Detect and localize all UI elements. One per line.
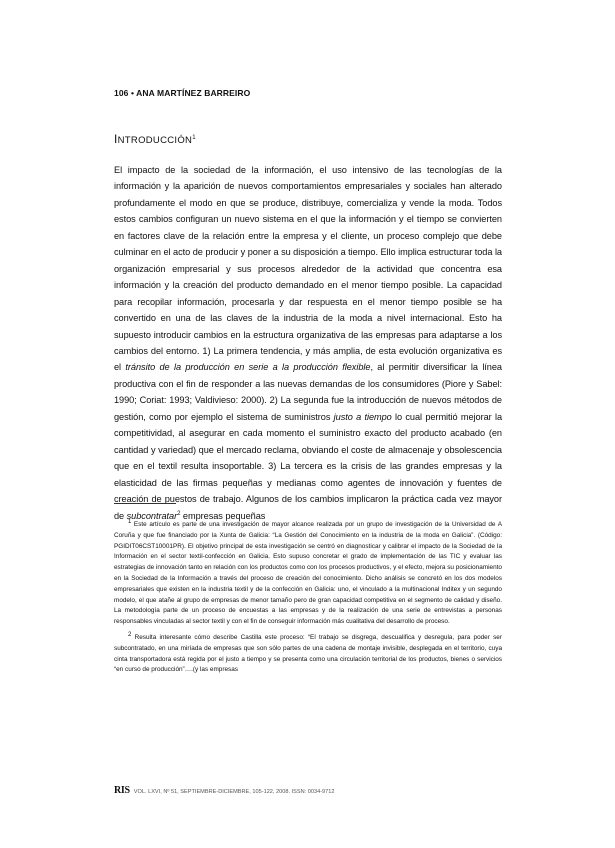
body-text-run: , al permitir diversificar la línea productiva con el fin de responder a las nuevas demandas de los consumidores (Piore y Sabel: 1990; Coriat: 1993; Valdivieso: 2000). 2) La segunda fue la introducción de nuevos métodos de gestión, como por ejemplo el sistema de suministros xyxy=(114,362,502,422)
section-title-initial: I xyxy=(114,132,118,146)
page-footer xyxy=(114,785,335,796)
body-text xyxy=(114,162,502,524)
footnote-divider xyxy=(114,503,176,504)
body-text-run: El impacto de la sociedad de la información, el uso intensivo de las tecnologías de la información y la aparición de nuevos comportamientos empresariales y sociales han alterado profundamente el modo en que se produce, distribuye, comercializa y vende la moda. Todos estos cambios configuran un nuevo sistema en el que la información y el tiempo se convierten en factores clave de la relación entre la empresa y el cliente, un proceso complejo que debe culminar en el acto de producir y poner a su disposición a tiempo. Ello implica estructurar toda la organización empresarial y sus procesos alrededor de la actividad que concentra esa información y la creación del producto demandado en el menor tiempo posible. La capacidad para recopilar información, procesarla y dar respuesta en el menor tiempo posible se ha convertido en una de las claves de la industria de la moda a nivel internacional. Esto ha supuesto introducir cambios en la estructura organizativa de las empresas para adaptarse a los cambios del entorno. 1) La primera tendencia, y más amplia, de esta evolución organizativa es el xyxy=(114,165,502,373)
footnote xyxy=(114,520,502,628)
journal-logo: RIS xyxy=(114,785,130,796)
section-title-rest: NTRODUCCIÓN xyxy=(117,135,193,146)
footnote-text: Este artículo es parte de una investigación de mayor alcance realizada por un grupo de investigación de la Universidad de A Coruña y que fue financiado por la Xunta de Galicia: “La Gestión del Conocimiento en la industria de la moda en Galicia”. (Código: PGIDIT06CST10001PR). El objetivo principal de esta investigación se centró en diagnosticar y calibrar el impacto de la Sociedad de la Información en el sector textil-confección en Galicia. Esto supuso concretar el grado de implementación de las TIC y evaluar las estrategias de innovación tanto en relación con los productos como con los procesos productivos, y el efecto, mejora su posicionamiento en la Sociedad de la Información a través del proceso de creación del conocimiento. Dicho análisis se concretó en los dos modelos empresariales que existen en la industria textil y de la confección en Galicia: uno, el vinculado a la multinacional Inditex y un segundo modelo, el que atañe al grupo de empresas de menor tamaño pero de gran capacidad competitiva en el segmento de calidad y diseño. La metodología parte de un proceso de encuestas a las empresas y de la realización de una serie de entrevistas a personas responsables vinculadas al sector textil y con el fin de conseguir información más cualitativa del desarrollo de proceso. xyxy=(114,521,502,626)
footnote xyxy=(114,633,502,676)
body-text-run: lo cual permitió mejorar la competitividad, al asegurar en cada momento el suministro exacto del producto acabado (en cantidad y variedad) que el mercado reclama, obviando el coste de almacenaje y obsolescencia que en el textil resulta insoportable. 3) La tercera es la crisis de las grandes empresas y la elasticidad de las firmas pequeñas y medianas como agentes de innovación y fuentes de creación de puestos de trabajo. Algunos de los cambios implicaron la práctica cada vez mayor de xyxy=(114,411,503,521)
journal-citation: VOL. LXVI, Nº 51, SEPTIEMBRE-DICIEMBRE, 105-122, 2008. ISSN: 0034-9712 xyxy=(133,789,335,795)
body-text-run: empresas pequeñas xyxy=(180,510,266,521)
footnote-ref-1[interactable]: 1 xyxy=(192,135,196,141)
footnote-text: Resulta interesante cómo describe Castilla este proceso: “El trabajo se disgrega, descualifica y desregula, para poder ser subcontratado, en una miríada de empresas que son sólo partes de una cadena de montaje invisible, desplegada en el territorio, cuya cinta transportadora está regida por el justo a tiempo y se presenta como una circulación territorial de los productos, bienes o servicios “en curso de producción”….(y las empresas xyxy=(114,633,502,674)
footnote-ref-2[interactable]: 2 xyxy=(177,510,181,517)
footnote-mark: 2 xyxy=(128,631,132,638)
footnotes xyxy=(114,520,502,681)
body-paragraph xyxy=(114,162,502,524)
running-head: 106 • ANA MARTÍNEZ BARREIRO xyxy=(114,88,251,98)
footnote-mark: 1 xyxy=(128,518,132,525)
body-italic-run: tránsito de la producción en serie a la producción flexible xyxy=(125,362,371,373)
body-italic-run: justo a tiempo xyxy=(333,411,392,422)
section-title xyxy=(114,132,196,146)
body-italic-run: subcontratar xyxy=(126,510,178,521)
